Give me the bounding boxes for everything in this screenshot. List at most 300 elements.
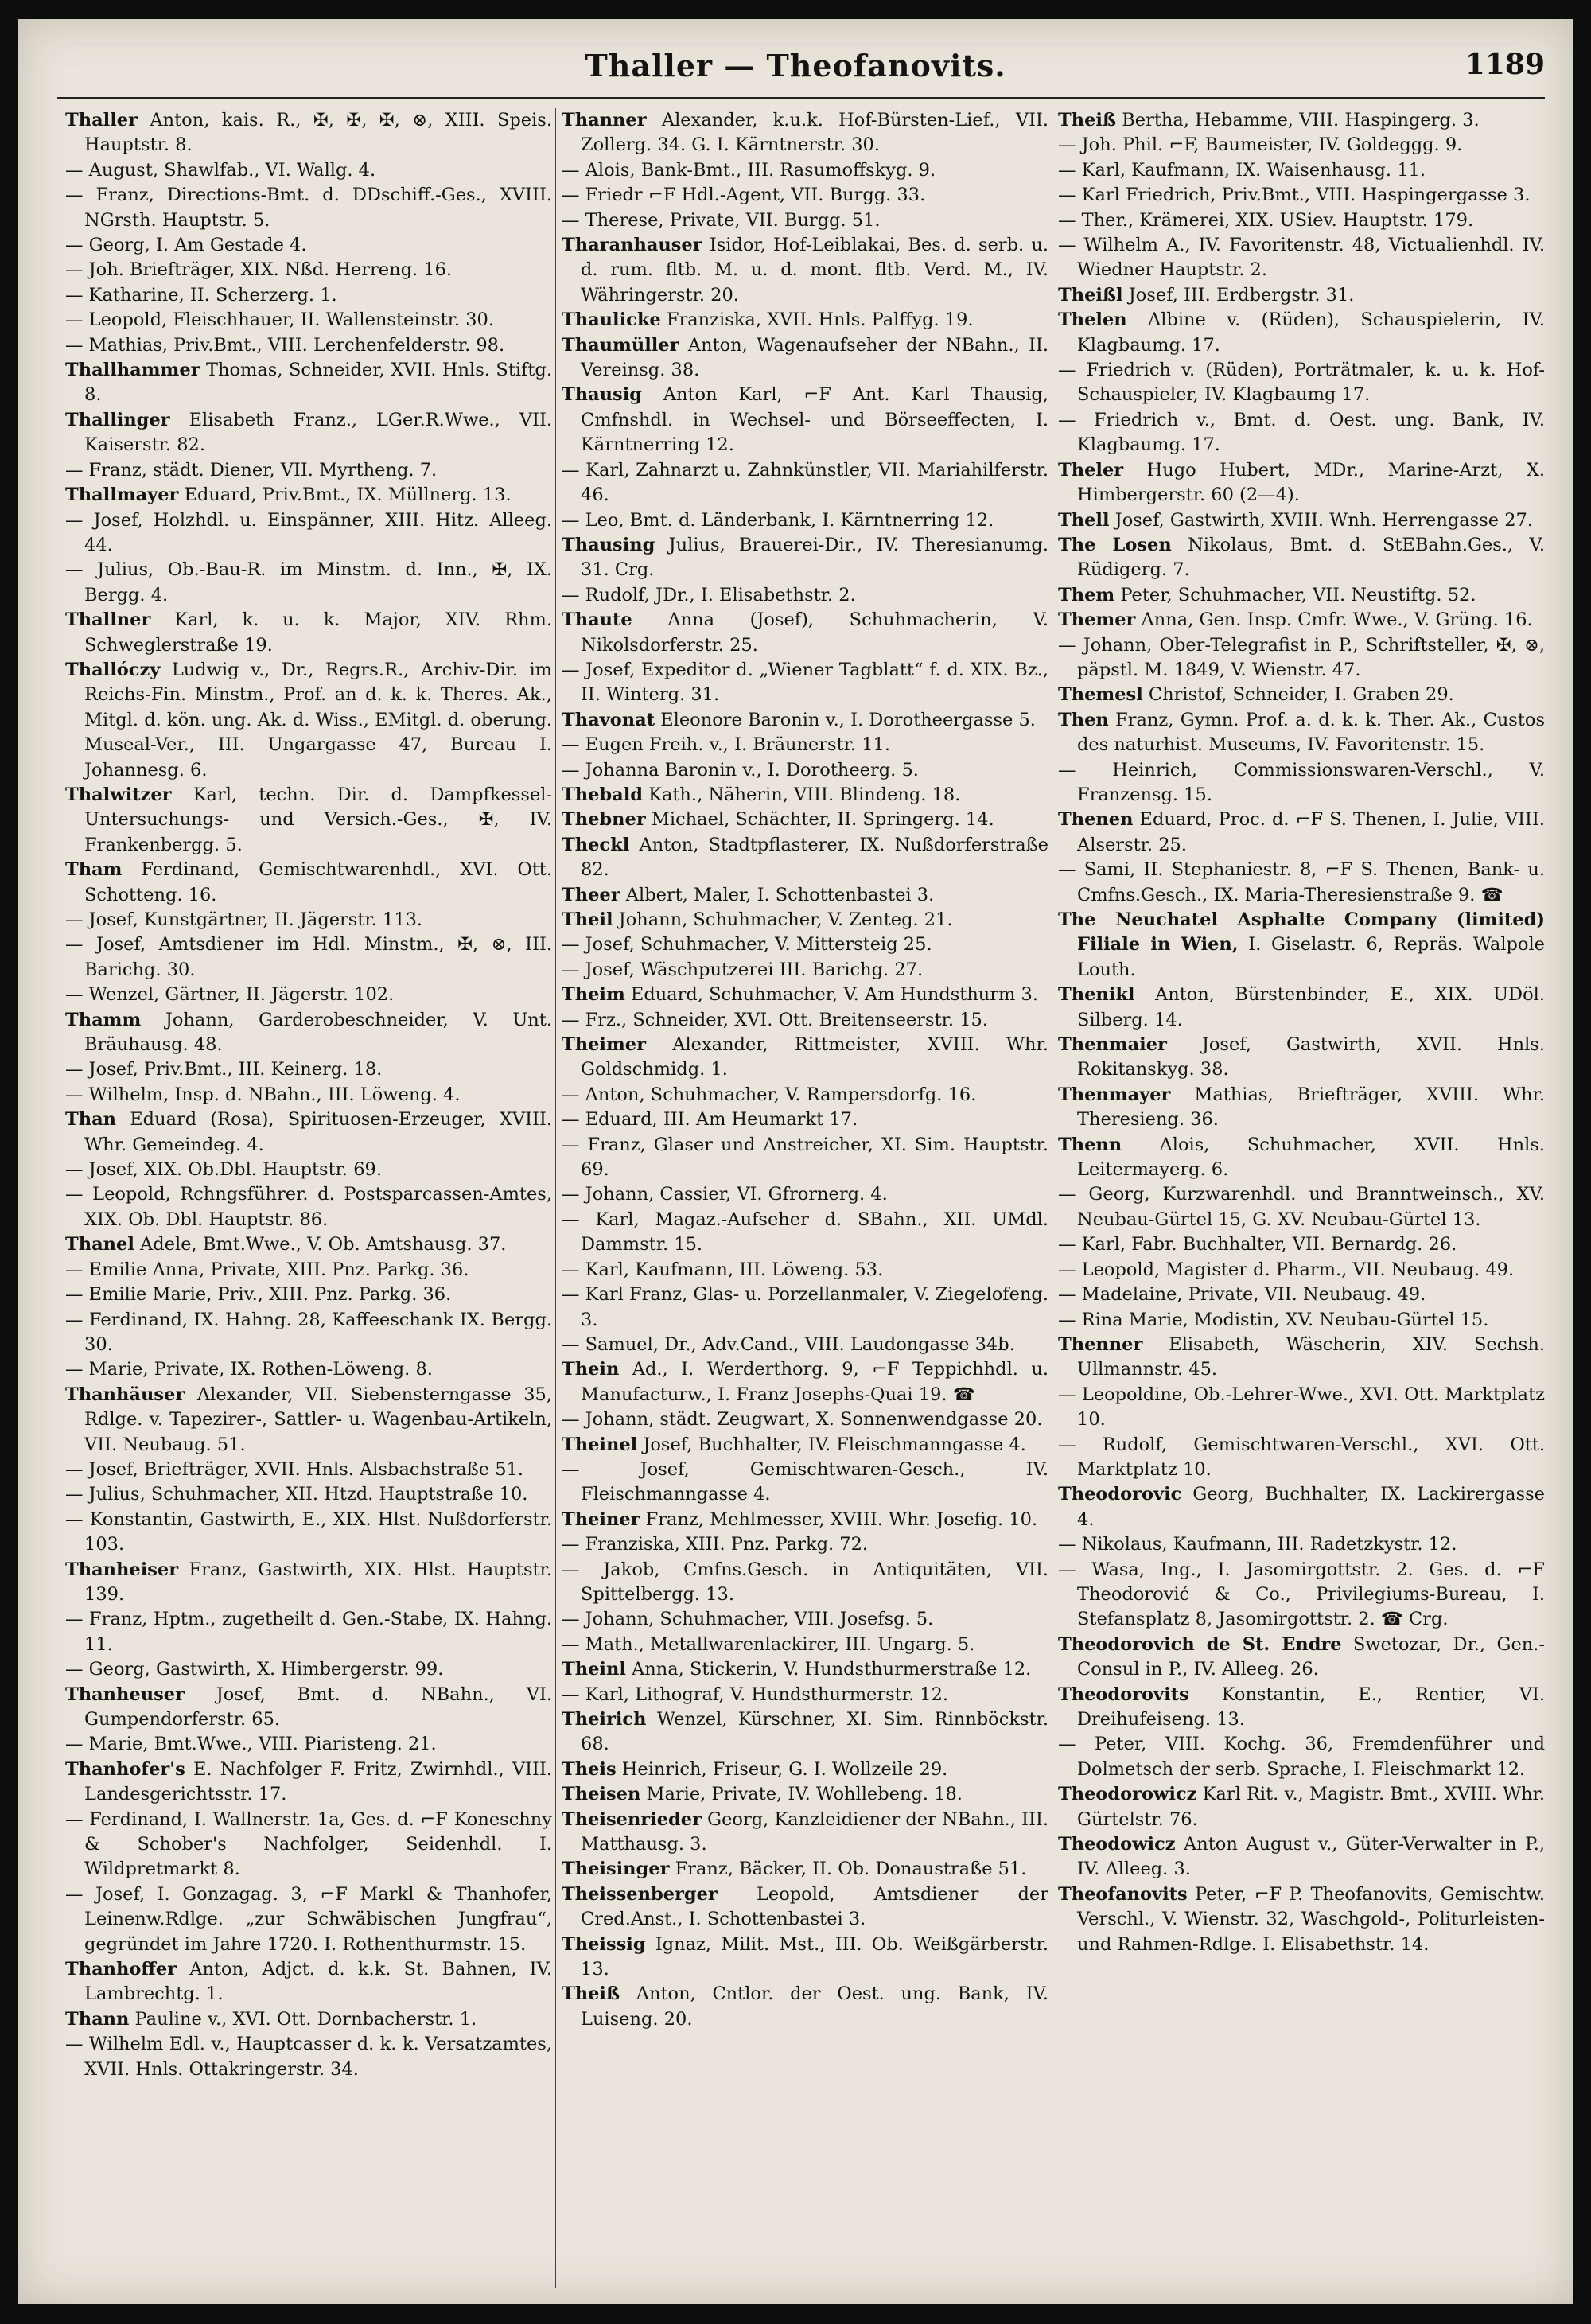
entry-text: Bertha, Hebamme, VIII. Haspingerg. 3.: [1116, 110, 1480, 130]
directory-entry: [1058, 308, 1545, 358]
entry-surname: Theodorovich de St. Endre: [1058, 1633, 1342, 1655]
entry-text: Eduard, Schuhmacher, V. Am Hundsthurm 3.: [624, 984, 1039, 1006]
entry-surname: Theissenberger: [562, 1883, 718, 1905]
directory-entry: [65, 1458, 552, 1482]
entry-surname: Thanhoffer: [65, 1959, 177, 1980]
directory-entry: [562, 1758, 1048, 1782]
directory-entry: [65, 1882, 552, 1957]
directory-entry: [65, 233, 552, 258]
directory-entry: [65, 783, 552, 858]
entry-text: — Johanna Baronin v., I. Dorotheerg. 5.: [562, 759, 919, 781]
entry-text: — Ther., Krämerei, XIX. USiev. Hauptstr. 179.: [1058, 209, 1474, 231]
entry-surname: Thausing: [562, 534, 655, 555]
directory-entry: [562, 533, 1048, 583]
entry-text: — Math., Metallwarenlackirer, III. Ungarg. 5.: [562, 1633, 975, 1655]
entry-text: — Sami, II. Stephaniestr. 8, ⌐F S. Thenen, Bank- u. Cmfns.Gesch., IX. Maria-Theresienstraße 9. ☎: [1058, 859, 1545, 905]
directory-entry: [65, 308, 552, 333]
directory-entry: [562, 658, 1048, 708]
directory-entry: [562, 1808, 1048, 1858]
directory-entry: [562, 1683, 1048, 1707]
entry-text: — Franz, städt. Diener, VII. Myrtheng. 7.: [65, 459, 438, 481]
entry-text: — Jakob, Cmfns.Gesch. in Antiquitäten, VII. Spittelbergg. 13.: [562, 1559, 1048, 1605]
entry-surname: The Losen: [1058, 534, 1172, 555]
column-middle: [562, 108, 1048, 2288]
entry-text: — Madelaine, Private, VII. Neubaug. 49.: [1058, 1284, 1426, 1306]
entry-surname: Thanheuser: [65, 1684, 185, 1705]
entry-text: — Georg, I. Am Gestade 4.: [65, 235, 307, 256]
entry-surname: Thallner: [65, 609, 151, 631]
entry-surname: The Neuchatel Asphalte Company (limited) Filiale in Wien,: [1058, 909, 1545, 956]
directory-entry: [562, 508, 1048, 533]
directory-entry: [562, 1933, 1048, 1983]
directory-entry: [65, 1558, 552, 1608]
entry-text: — Johann, Schuhmacher, VIII. Josefsg. 5.: [562, 1609, 934, 1630]
directory-entry: [65, 1232, 552, 1257]
entry-surname: Theisenrieder: [562, 1808, 702, 1830]
column-left: [65, 108, 552, 2288]
directory-entry: [65, 1357, 552, 1382]
entry-surname: Thaumüller: [562, 334, 679, 356]
entry-text: — Josef, Briefträger, XVII. Hnls. Alsbachstraße 51.: [65, 1458, 524, 1480]
entry-text: — Ferdinand, I. Wallnerstr. 1a, Ges. d. ⌐F Koneschny & Schober's Nachfolger, Seidenhdl. I. Wildpretmarkt 8.: [65, 1808, 552, 1880]
entry-text: — Johann, Ober-Telegrafist in P., Schriftsteller, ✠, ⊗, päpstl. M. 1849, V. Wienstr. 47.: [1058, 634, 1545, 680]
directory-entry: [562, 1982, 1048, 2032]
entry-text: — Leopold, Magister d. Pharm., VII. Neubaug. 49.: [1058, 1259, 1515, 1280]
column-right: [1058, 108, 1545, 2288]
entry-text: Peter, ⌐F P. Theofanovits, Gemischtw. Verschl., V. Wienstr. 32, Waschgold-, Politurleisten- und Rahmen-Rdlge. I. Elisabethstr. 14.: [1077, 1883, 1545, 1955]
directory-entry: [562, 1882, 1048, 1933]
entry-surname: Thaute: [562, 609, 632, 631]
entry-surname: Than: [65, 1109, 117, 1131]
directory-entry: [1058, 1258, 1545, 1283]
directory-entry: [65, 1258, 552, 1283]
entry-surname: Thanheiser: [65, 1559, 179, 1580]
entry-text: Mathias, Briefträger, XVIII. Whr. Theresieng. 36.: [1077, 1084, 1545, 1131]
directory-entry: [562, 158, 1048, 183]
directory-entry: [1058, 608, 1545, 633]
directory-entry: [1058, 1882, 1545, 1957]
entry-text: Franziska, XVII. Hnls. Palffyg. 19.: [660, 309, 974, 331]
entry-surname: Thebald: [562, 784, 644, 805]
directory-entry: [1058, 1308, 1545, 1333]
directory-entry: [65, 858, 552, 908]
directory-entry: [65, 1383, 552, 1458]
entry-surname: Theinel: [562, 1434, 638, 1455]
entry-surname: Thebner: [562, 809, 646, 831]
entry-text: — Josef, Holzhdl. u. Einspänner, XIII. Hitz. Alleeg. 44.: [65, 509, 552, 555]
entry-text: — Josef, Wäschputzerei III. Barichg. 27.: [562, 959, 924, 980]
entry-text: Julius, Brauerei-Dir., IV. Theresianumg. 31. Crg.: [581, 534, 1048, 581]
directory-entry: [65, 908, 552, 932]
entry-text: — Johann, Cassier, VI. Gfrornerg. 4.: [562, 1184, 888, 1205]
entry-text: — Karl, Fabr. Buchhalter, VII. Bernardg. 26.: [1058, 1234, 1457, 1255]
entry-surname: Thallóczy: [65, 659, 161, 680]
entry-text: Anton, Cntlor. der Oest. ung. Bank, IV. Luiseng. 20.: [581, 1983, 1048, 2030]
directory-entry: [1058, 1033, 1545, 1083]
entry-text: — Marie, Private, IX. Rothen-Löweng. 8.: [65, 1359, 433, 1380]
entry-text: Ludwig v., Dr., Regrs.R., Archiv-Dir. im Reichs-Fin. Minstm., Prof. an d. k. k. Theres. Ak., Mitgl. d. kön. ung. Ak. d. Wiss., EMitgl. d. oberung. Museal-Ver., III. Ungargasse 47, Bureau I. Johannesg. 6.: [84, 659, 552, 781]
entry-surname: Theodowicz: [1058, 1834, 1176, 1855]
entry-surname: Tharanhauser: [562, 235, 702, 256]
directory-entry: [562, 208, 1048, 233]
directory-entry: [1058, 1433, 1545, 1483]
entry-text: — Josef, I. Gonzagag. 3, ⌐F Markl & Thanhofer, Leinenw.Rdlge. „zur Schwäbischen Jungfrau“, gegründet im Jahre 1720. I. Rothenthurmstr. 15.: [65, 1883, 552, 1955]
entry-text: Eleonore Baronin v., I. Dorotheergasse 5.: [655, 709, 1036, 730]
entry-surname: Thaller: [65, 110, 138, 130]
entry-surname: Theodorovits: [1058, 1684, 1189, 1705]
directory-entry: [65, 1182, 552, 1232]
directory-page: [18, 19, 1573, 2304]
entry-text: — Leopoldine, Ob.-Lehrer-Wwe., XVI. Ott. Marktplatz 10.: [1058, 1384, 1545, 1431]
entry-surname: Thenmaier: [1058, 1034, 1167, 1056]
entry-text: — Joh. Briefträger, XIX. Nßd. Herreng. 16.: [65, 259, 453, 281]
entry-text: Georg, Buchhalter, IX. Lackirergasse 4.: [1077, 1484, 1545, 1530]
entry-surname: Theofanovits: [1058, 1883, 1188, 1905]
entry-text: — Frz., Schneider, XVI. Ott. Breitenseerstr. 15.: [562, 1009, 988, 1030]
entry-surname: Theis: [562, 1758, 617, 1780]
entry-text: — Franz, Directions-Bmt. d. DDschiff.-Ges., XVIII. NGrsth. Hauptstr. 5.: [65, 185, 552, 231]
entry-surname: Theer: [562, 884, 620, 905]
directory-entry: [65, 1057, 552, 1082]
entry-text: Anton, Wagenaufseher der NBahn., II. Vereinsg. 38.: [581, 334, 1048, 381]
directory-entry: [65, 1657, 552, 1682]
entry-surname: Thein: [562, 1359, 620, 1380]
entry-text: Josef, Buchhalter, IV. Fleischmanngasse 4.: [637, 1434, 1026, 1455]
directory-entry: [65, 1308, 552, 1358]
directory-entry: [1058, 458, 1545, 508]
entry-text: — Samuel, Dr., Adv.Cand., VIII. Laudongasse 34b.: [562, 1333, 1015, 1355]
entry-text: Josef, Gastwirth, XVIII. Wnh. Herrengasse 27.: [1109, 509, 1534, 531]
entry-text: Josef, Gastwirth, XVII. Hnls. Rokitanskyg. 38.: [1077, 1034, 1545, 1080]
directory-entry: [562, 1008, 1048, 1033]
directory-entry: [1058, 1383, 1545, 1433]
entry-text: Albine v. (Rüden), Schauspielerin, IV. Klagbaumg. 17.: [1077, 309, 1545, 356]
entry-text: — Anton, Schuhmacher, V. Rampersdorfg. 16.: [562, 1084, 977, 1105]
directory-entry: [562, 383, 1048, 457]
directory-entry: [1058, 1782, 1545, 1832]
directory-entry: [65, 1808, 552, 1882]
entry-text: — Josef, Expeditor d. „Wiener Tagblatt“ f. d. XIX. Bz., II. Winterg. 31.: [562, 659, 1048, 706]
directory-entry: [562, 1283, 1048, 1333]
entry-text: — Georg, Gastwirth, X. Himbergerstr. 99.: [65, 1659, 444, 1680]
entry-text: — Wilhelm Edl. v., Hauptcasser d. k. k. Versatzamtes, XVII. Hnls. Ottakringerstr. 34.: [65, 2034, 552, 2080]
entry-text: — Georg, Kurzwarenhdl. und Branntweinsch., XV. Neubau-Gürtel 15, G. XV. Neubau-Gürtel 13.: [1058, 1184, 1545, 1230]
directory-entry: [562, 1407, 1048, 1432]
entry-text: Anton, Stadtpflasterer, IX. Nußdorferstraße 82.: [581, 834, 1048, 881]
directory-entry: [1058, 283, 1545, 308]
directory-entry: [1058, 1732, 1545, 1782]
directory-entry: [562, 1657, 1048, 1682]
entry-text: Franz, Gymn. Prof. a. d. k. k. Ther. Ak., Custos des naturhist. Museums, IV. Favoritenstr. 15.: [1077, 709, 1545, 756]
entry-text: — Eduard, III. Am Heumarkt 17.: [562, 1109, 858, 1131]
directory-entry: [562, 958, 1048, 983]
directory-entry: [562, 1033, 1048, 1083]
entry-text: Ignaz, Milit. Mst., III. Ob. Weißgärberstr. 13.: [581, 1933, 1048, 1980]
entry-surname: Themer: [1058, 609, 1136, 631]
entry-text: — Karl, Zahnarzt u. Zahnkünstler, VII. Mariahilferstr. 46.: [562, 459, 1048, 506]
entry-text: — Eugen Freih. v., I. Bräunerstr. 11.: [562, 734, 891, 756]
entry-text: Konstantin, E., Rentier, VI. Dreihufeiseng. 13.: [1077, 1684, 1545, 1730]
entry-text: Johann, Garderobeschneider, V. Unt. Bräuhausg. 48.: [84, 1009, 552, 1056]
directory-entry: [65, 358, 552, 408]
directory-entry: [562, 808, 1048, 832]
entry-text: Josef, Bmt. d. NBahn., VI. Gumpendorferstr. 65.: [84, 1684, 552, 1730]
directory-entry: [562, 1433, 1048, 1458]
directory-entry: [65, 183, 552, 233]
entry-text: Nikolaus, Bmt. d. StEBahn.Ges., V. Rüdigerg. 7.: [1077, 534, 1545, 581]
entry-text: — Josef, Kunstgärtner, II. Jägerstr. 113.: [65, 909, 423, 930]
entry-text: Swetozar, Dr., Gen.-Consul in P., IV. Alleeg. 26.: [1077, 1633, 1545, 1680]
entry-surname: Themesl: [1058, 684, 1143, 706]
entry-surname: Theil: [562, 909, 613, 930]
entry-text: — Rudolf, JDr., I. Elisabethstr. 2.: [562, 584, 856, 605]
directory-entry: [562, 932, 1048, 957]
directory-entry: [65, 1083, 552, 1108]
directory-entry: [562, 733, 1048, 757]
directory-entry: [65, 258, 552, 282]
entry-text: Isidor, Hof-Leiblakai, Bes. d. serb. u. d. rum. fltb. M. u. d. mont. fltb. Verd. M., IV. Währingerstr. 20.: [581, 235, 1048, 306]
directory-entry: [562, 1258, 1048, 1283]
entry-text: Georg, Kanzleidiener der NBahn., III. Matthausg. 3.: [581, 1808, 1048, 1855]
header-rule: [57, 97, 1545, 99]
entry-surname: Thaulicke: [562, 309, 661, 331]
entry-text: Eduard, Proc. d. ⌐F S. Thenen, I. Julie, VIII. Alserstr. 25.: [1077, 809, 1545, 855]
entry-text: — Leopold, Rchngsführer. d. Postsparcassen-Amtes, XIX. Ob. Dbl. Hauptstr. 86.: [65, 1184, 552, 1230]
entry-text: — Therese, Private, VII. Burgg. 51.: [562, 209, 881, 231]
entry-surname: Thanel: [65, 1234, 134, 1255]
directory-entry: [65, 458, 552, 483]
directory-entry: [562, 608, 1048, 658]
entry-text: — Friedrich v. (Rüden), Porträtmaler, k. u. k. Hof-Schauspieler, IV. Klagbaumg 17.: [1058, 360, 1545, 406]
entry-surname: Theler: [1058, 459, 1124, 481]
entry-surname: Thell: [1058, 509, 1110, 531]
directory-entry: [1058, 758, 1545, 808]
directory-entry: [65, 1482, 552, 1507]
entry-text: Karl Rit. v., Magistr. Bmt., XVIII. Whr. Gürtelstr. 76.: [1077, 1784, 1545, 1830]
directory-entry: [562, 1607, 1048, 1632]
entry-text: Ferdinand, Gemischtwarenhdl., XVI. Ott. Schotteng. 16.: [84, 859, 552, 905]
directory-entry: [65, 1607, 552, 1657]
entry-text: Heinrich, Friseur, G. I. Wollzeile 29.: [616, 1758, 948, 1780]
entry-text: — Mathias, Priv.Bmt., VIII. Lerchenfelderstr. 98.: [65, 334, 505, 356]
entry-text: Leopold, Amtsdiener der Cred.Anst., I. Schottenbastei 3.: [581, 1883, 1048, 1930]
entry-text: — Katharine, II. Scherzerg. 1.: [65, 284, 337, 306]
entry-surname: Thavonat: [562, 709, 655, 730]
entry-text: — Franz, Glaser und Anstreicher, XI. Sim. Hauptstr. 69.: [562, 1134, 1048, 1181]
directory-entry: [65, 1957, 552, 2007]
entry-text: — Konstantin, Gastwirth, E., XIX. Hlst. Nußdorferstr. 103.: [65, 1508, 552, 1555]
entry-surname: Thallmayer: [65, 485, 179, 506]
entry-text: Alexander, VII. Siebensterngasse 35, Rdlge. v. Tapezirer-, Sattler- u. Wagenbau-Artikeln, VII. Neubaug. 51.: [84, 1384, 552, 1455]
directory-entry: [65, 108, 552, 158]
entry-text: — Heinrich, Commissionswaren-Verschl., V. Franzensg. 15.: [1058, 759, 1545, 805]
entry-text: — August, Shawlfab., VI. Wallg. 4.: [65, 159, 376, 181]
entry-surname: Thenn: [1058, 1134, 1122, 1155]
entry-text: Elisabeth Franz., LGer.R.Wwe., VII. Kaiserstr. 82.: [84, 409, 552, 456]
entry-text: — Emilie Anna, Private, XIII. Pnz. Parkg. 36.: [65, 1259, 469, 1280]
directory-entry: [1058, 1832, 1545, 1882]
entry-surname: Theirich: [562, 1709, 647, 1730]
directory-entry: [562, 308, 1048, 333]
directory-entry: [1058, 183, 1545, 208]
entry-text: Michael, Schächter, II. Springerg. 14.: [645, 809, 994, 831]
directory-entry: [562, 583, 1048, 608]
entry-text: Josef, III. Erdbergstr. 31.: [1122, 284, 1355, 306]
entry-text: E. Nachfolger F. Fritz, Zwirnhdl., VIII. Landesgerichtsstr. 17.: [84, 1758, 552, 1805]
entry-text: — Marie, Bmt.Wwe., VIII. Piaristeng. 21.: [65, 1734, 437, 1755]
entry-text: Anton August v., Güter-Verwalter in P., IV. Alleeg. 3.: [1077, 1834, 1545, 1880]
entry-surname: Then: [1058, 709, 1109, 730]
directory-entry: [65, 283, 552, 308]
entry-text: — Franziska, XIII. Pnz. Parkg. 72.: [562, 1534, 869, 1555]
entry-text: Eduard (Rosa), Spirituosen-Erzeuger, XVIII. Whr. Gemeindeg. 4.: [84, 1109, 552, 1155]
entry-text: Anton Karl, ⌐F Ant. Karl Thausig, Cmfnshdl. in Wechsel- und Börseeffecten, I. Kärntnerring 12.: [581, 384, 1048, 456]
directory-entry: [562, 1083, 1048, 1108]
entry-surname: Theinl: [562, 1659, 626, 1680]
entry-text: Peter, Schuhmacher, VII. Neustiftg. 52.: [1114, 584, 1476, 605]
entry-text: Anna, Stickerin, V. Hundsthurmerstraße 12.: [625, 1659, 1032, 1680]
entry-text: Anton, kais. R., ✠, ✠, ✠, ⊗, XIII. Speis. Hauptstr. 8.: [84, 110, 552, 156]
entry-surname: Thamm: [65, 1009, 142, 1030]
directory-entry: [1058, 1482, 1545, 1532]
entry-text: — Josef, Gemischtwaren-Gesch., IV. Fleischmanngasse 4.: [562, 1458, 1048, 1505]
directory-entry: [65, 158, 552, 183]
column-divider: [555, 108, 556, 2288]
entry-text: Albert, Maler, I. Schottenbastei 3.: [620, 884, 935, 905]
directory-entry: [65, 2032, 552, 2082]
entry-text: Hugo Hubert, MDr., Marine-Arzt, X. Himbergerstr. 60 (2—4).: [1077, 459, 1545, 506]
directory-entry: [562, 1333, 1048, 1357]
directory-entry: [1058, 808, 1545, 858]
entry-text: — Josef, Schuhmacher, V. Mittersteig 25.: [562, 934, 932, 956]
directory-entry: [562, 1633, 1048, 1657]
directory-entry: [65, 1158, 552, 1182]
entry-text: — Josef, Priv.Bmt., III. Keinerg. 18.: [65, 1059, 383, 1080]
entry-text: — Wilhelm A., IV. Favoritenstr. 48, Victualienhdl. IV. Wiedner Hauptstr. 2.: [1058, 235, 1545, 281]
entry-surname: Thausig: [562, 384, 642, 406]
entry-text: — Joh. Phil. ⌐F, Baumeister, IV. Goldeggg. 9.: [1058, 134, 1463, 156]
directory-entry: [65, 932, 552, 983]
entry-text: — Emilie Marie, Priv., XIII. Pnz. Parkg. 36.: [65, 1284, 452, 1306]
directory-entry: [1058, 1558, 1545, 1633]
entry-surname: Thenmayer: [1058, 1084, 1171, 1105]
entry-text: Ad., I. Werderthorg. 9, ⌐F Teppichhdl. u. Manufacturw., I. Franz Josephs-Quai 19. ☎: [581, 1359, 1048, 1405]
directory-entry: [1058, 358, 1545, 408]
directory-entry: [65, 408, 552, 458]
directory-entry: [562, 1208, 1048, 1258]
directory-entry: [562, 708, 1048, 733]
entry-surname: Theissig: [562, 1933, 646, 1955]
entry-text: Karl, k. u. k. Major, XIV. Rhm. Schweglerstraße 19.: [84, 609, 552, 656]
entry-surname: Thalwitzer: [65, 784, 172, 805]
entry-text: Anna (Josef), Schuhmacherin, V. Nikolsdorferstr. 25.: [581, 609, 1048, 656]
entry-surname: Thallinger: [65, 409, 170, 430]
directory-entry: [65, 508, 552, 559]
entry-text: — Karl, Kaufmann, IX. Waisenhausg. 11.: [1058, 159, 1426, 181]
directory-entry: [562, 983, 1048, 1007]
directory-entry: [562, 883, 1048, 908]
directory-entry: [65, 1732, 552, 1757]
entry-surname: Theißl: [1058, 284, 1123, 306]
entry-text: — Karl Franz, Glas- u. Porzellanmaler, V. Ziegelofeng. 3.: [562, 1284, 1048, 1330]
directory-entry: [1058, 1532, 1545, 1557]
entry-text: Alexander, k.u.k. Hof-Bürsten-Lief., VII. Zollerg. 34. G. I. Kärntnerstr. 30.: [581, 110, 1048, 156]
entry-text: — Peter, VIII. Kochg. 36, Fremdenführer und Dolmetsch der serb. Sprache, I. Fleischmarkt 12.: [1058, 1734, 1545, 1780]
directory-entry: [65, 2007, 552, 2032]
entry-surname: Thallhammer: [65, 360, 200, 381]
directory-entry: [1058, 1333, 1545, 1383]
directory-entry: [65, 1758, 552, 1808]
directory-entry: [562, 1458, 1048, 1508]
directory-entry: [65, 608, 552, 658]
entry-text: — Leo, Bmt. d. Länderbank, I. Kärntnerring 12.: [562, 509, 994, 531]
entry-text: — Friedr ⌐F Hdl.-Agent, VII. Burgg. 33.: [562, 185, 926, 206]
entry-text: — Karl, Kaufmann, III. Löweng. 53.: [562, 1259, 884, 1280]
directory-entry: [65, 983, 552, 1007]
entry-text: Pauline v., XVI. Ott. Dornbacherstr. 1.: [129, 2008, 477, 2030]
entry-text: Franz, Gastwirth, XIX. Hlst. Hauptstr. 139.: [84, 1559, 552, 1605]
entry-surname: Theim: [562, 984, 625, 1006]
directory-entry: [1058, 1683, 1545, 1733]
entry-text: — Ferdinand, IX. Hahng. 28, Kaffeeschank IX. Bergg. 30.: [65, 1309, 552, 1355]
entry-text: Alois, Schuhmacher, XVII. Hnls. Leitermayerg. 6.: [1077, 1134, 1545, 1181]
directory-entry: [562, 1357, 1048, 1407]
entry-surname: Theckl: [562, 834, 630, 855]
entry-text: Franz, Bäcker, II. Ob. Donaustraße 51.: [669, 1859, 1027, 1880]
directory-entry: [562, 458, 1048, 508]
directory-entry: [562, 833, 1048, 883]
directory-entry: [1058, 1633, 1545, 1683]
directory-entry: [562, 1108, 1048, 1132]
directory-entry: [1058, 133, 1545, 158]
entry-surname: Theimer: [562, 1034, 646, 1056]
directory-entry: [1058, 1133, 1545, 1183]
directory-entry: [65, 483, 552, 508]
directory-entry: [1058, 508, 1545, 533]
entry-text: — Friedrich v., Bmt. d. Oest. ung. Bank, IV. Klagbaumg. 17.: [1058, 409, 1545, 456]
entry-text: Karl, techn. Dir. d. Dampfkessel-Untersuchungs- und Versich.-Ges., ✠, IV. Frankenbergg. 5.: [84, 784, 552, 855]
entry-text: — Franz, Hptm., zugetheilt d. Gen.-Stabe, IX. Hahng. 11.: [65, 1609, 552, 1655]
entry-text: Elisabeth, Wäscherin, XIV. Sechsh. Ullmannstr. 45.: [1077, 1333, 1545, 1380]
entry-text: — Rudolf, Gemischtwaren-Verschl., XVI. Ott. Marktplatz 10.: [1058, 1434, 1545, 1480]
directory-entry: [65, 1008, 552, 1058]
entry-text: Anton, Bürstenbinder, E., XIX. UDöl. Silberg. 14.: [1077, 984, 1545, 1030]
directory-entry: [1058, 708, 1545, 758]
entry-text: — Wasa, Ing., I. Jasomirgottstr. 2. Ges. d. ⌐F Theodorović & Co., Privilegiums-Bureau, I. Stefansplatz 8, Jasomirgottstr. 2. ☎ Crg.: [1058, 1559, 1545, 1630]
directory-entry: [1058, 683, 1545, 707]
entry-surname: Theodorovic: [1058, 1484, 1182, 1505]
directory-entry: [1058, 1232, 1545, 1257]
directory-entry: [1058, 208, 1545, 233]
entry-text: — Johann, städt. Zeugwart, X. Sonnenwendgasse 20.: [562, 1409, 1043, 1431]
entry-text: — Rina Marie, Modistin, XV. Neubau-Gürtel 15.: [1058, 1309, 1489, 1330]
directory-entry: [1058, 158, 1545, 183]
directory-entry: [65, 1108, 552, 1158]
entry-text: Adele, Bmt.Wwe., V. Ob. Amtshausg. 37.: [134, 1234, 507, 1255]
entry-text: — Wilhelm, Insp. d. NBahn., III. Löweng. 4.: [65, 1084, 461, 1105]
entry-text: — Josef, Amtsdiener im Hdl. Minstm., ✠, ⊗, III. Barichg. 30.: [65, 934, 552, 980]
entry-text: — Josef, XIX. Ob.Dbl. Hauptstr. 69.: [65, 1159, 383, 1181]
entry-surname: Theodorowicz: [1058, 1784, 1197, 1805]
directory-entry: [1058, 583, 1545, 608]
directory-entry: [562, 1857, 1048, 1882]
page-header: [18, 48, 1573, 111]
entry-surname: Theisen: [562, 1784, 641, 1805]
entry-text: — Karl, Lithograf, V. Hundsthurmerstr. 12.: [562, 1684, 949, 1705]
entry-text: — Karl, Magaz.-Aufseher d. SBahn., XII. UMdl. Dammstr. 15.: [562, 1209, 1048, 1255]
entry-surname: Them: [1058, 584, 1115, 605]
directory-entry: [1058, 633, 1545, 683]
